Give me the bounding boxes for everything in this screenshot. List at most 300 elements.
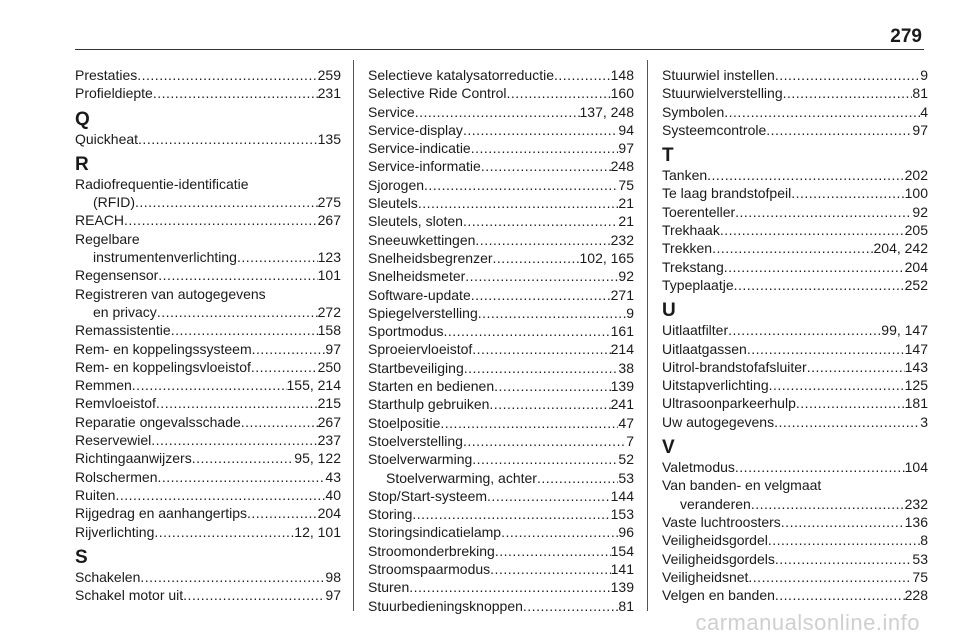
dot-leader [463,121,618,139]
entry-page-numbers: 40 [325,486,341,503]
entry-term: Stuurwielverstelling [662,85,783,102]
entry-page-numbers: 204 [904,258,928,275]
dot-leader [783,84,913,102]
index-entry[interactable] [75,340,341,358]
dot-leader [132,376,287,394]
dot-leader [424,176,618,194]
dot-leader [735,203,912,221]
dot-leader [251,358,318,376]
entry-page-numbers: 47 [618,414,634,431]
entry-term: Veiligheidsnet [662,568,749,585]
index-entry[interactable] [662,321,928,339]
entry-term: Starthulp gebruiken [368,396,490,413]
index-entry[interactable] [75,358,341,376]
entry-page-numbers: 92 [912,203,928,220]
index-entry[interactable] [368,340,634,358]
dot-leader [766,121,912,139]
entry-page-numbers: 75 [912,568,928,585]
entry-term: Prestaties [75,67,138,83]
index-entry[interactable] [368,414,634,432]
entry-page-numbers: 153 [610,506,634,523]
entry-page-numbers: 139 [610,378,634,395]
dot-leader [157,303,318,321]
index-entry[interactable] [75,321,341,339]
entry-page-numbers: 137, 248 [579,103,634,120]
entry-term: Sneeuwkettingen [368,231,476,248]
entry-term: Veiligheidsgordel [662,532,768,549]
index-entry[interactable] [368,578,634,596]
index-entry[interactable] [368,194,634,212]
dot-leader [241,413,318,431]
entry-term: Reservewiel [75,432,152,449]
index-entry[interactable] [368,286,634,304]
dot-leader [158,266,317,284]
index-column-3 [662,66,928,604]
entry-term: Stoelverwarming, achter [386,469,537,486]
index-entry[interactable] [662,513,928,531]
entry-term: Sleutels, sloten [368,213,463,230]
section-letter: R [75,153,89,175]
index-entry[interactable] [368,377,634,395]
dot-leader [440,414,618,432]
entry-term: Reparatie ongevalsschade [75,413,241,430]
entry-term: Snelheidsbegrenzer [368,249,493,266]
entry-term: Rem- en koppelingsvloeistof [75,358,251,375]
dot-leader [135,193,318,211]
entry-term: Remassistentie [75,322,171,339]
entry-page-numbers: 161 [610,323,634,340]
index-entry[interactable] [75,504,341,522]
dot-leader [481,157,611,175]
index-entry[interactable] [75,449,341,467]
dot-leader [183,586,325,604]
entry-term: REACH [75,212,125,229]
dot-leader [138,130,318,148]
entry-term: veranderen [680,495,751,512]
entry-page-numbers: 125 [904,377,928,394]
index-entry[interactable] [75,248,341,266]
entry-term: Typeplaatje [662,276,734,293]
index-entry[interactable] [662,358,928,376]
entry-page-numbers: 259 [317,67,341,83]
index-entry[interactable] [662,568,928,586]
index-entry[interactable] [662,276,928,294]
entry-page-numbers: 143 [904,358,928,375]
index-entry-heading [662,476,928,494]
entry-term: Software-update [368,286,471,303]
entry-term: instrumentenverlichting [93,249,237,266]
entry-term: Profieldiepte [75,85,153,102]
dot-leader [489,395,610,413]
index-entry[interactable] [662,531,928,549]
index-entry[interactable] [368,139,634,157]
entry-term: Sleutels [368,195,418,212]
dot-leader [537,469,618,487]
index-entry[interactable] [662,458,928,476]
dot-leader [471,286,611,304]
index-entry[interactable] [368,84,634,102]
entry-page-numbers: 52 [618,451,634,468]
dot-leader [472,450,618,468]
entry-page-numbers: 147 [904,340,928,357]
entry-term: Service [368,103,415,120]
index-entry[interactable] [662,550,928,568]
dot-leader [501,523,618,541]
entry-term: Rolschermen [75,468,158,485]
entry-term: Trekstang [662,258,724,275]
index-entry[interactable] [75,303,341,321]
index-entry[interactable] [368,66,634,84]
entry-page-numbers: 97 [325,340,341,357]
entry-page-numbers: 104 [904,459,928,476]
dot-leader [124,211,318,229]
index-entry[interactable] [662,239,928,257]
entry-term: Schakel motor uit [75,587,184,604]
dot-leader [153,84,318,102]
dot-leader [247,504,318,522]
entry-term: Regelbare [75,230,140,247]
dot-leader [747,340,905,358]
index-entry[interactable] [368,395,634,413]
entry-page-numbers: 12, 101 [294,523,341,540]
entry-term: Remvloeistof [75,395,156,412]
index-entry[interactable] [662,184,928,202]
index-entry[interactable] [662,376,928,394]
entry-term: Trekken [662,240,713,257]
entry-page-numbers: 267 [317,413,341,430]
entry-term: Schakelen [75,568,141,585]
dot-leader [472,340,610,358]
dot-leader [154,523,294,541]
index-entry[interactable] [368,249,634,267]
index-entry[interactable] [368,267,634,285]
entry-page-numbers: 7 [626,432,634,449]
entry-term: Uitstapverlichting [662,377,769,394]
index-entry[interactable] [662,495,928,513]
entry-term: Uw autogegevens [662,413,775,430]
index-entry[interactable] [368,487,634,505]
entry-term: en privacy [93,303,157,320]
entry-page-numbers: 53 [912,550,928,567]
dot-leader [781,513,905,531]
index-entry[interactable] [75,413,341,431]
entry-page-numbers: 4 [920,103,928,120]
dot-leader [409,578,610,596]
index-entry[interactable] [368,523,634,541]
index-entry[interactable] [368,103,634,121]
index-entry[interactable] [662,66,928,84]
index-entry[interactable] [662,203,928,221]
entry-term: Sjorogen [368,176,425,193]
dot-leader [140,568,325,586]
entry-term: Stoelpositie [368,414,441,431]
entry-page-numbers: 135 [317,130,341,147]
dot-leader [115,486,325,504]
dot-leader [720,221,905,239]
entry-page-numbers: 155, 214 [286,377,341,394]
index-entry[interactable] [75,586,341,604]
entry-term: Ultrasoonparkeerhulp [662,395,796,412]
entry-page-numbers: 275 [317,194,341,211]
entry-page-numbers: 81 [912,85,928,102]
index-entry[interactable] [662,221,928,239]
entry-term: Sturen [368,579,410,596]
entry-term: Ruiten [75,486,116,503]
entry-term: Veiligheidsgordels [662,550,775,567]
entry-page-numbers: 9 [920,67,928,83]
dot-leader [748,568,912,586]
dot-leader [478,304,626,322]
index-entry[interactable] [368,231,634,249]
entry-term: Te laag brandstofpeil [662,185,792,202]
entry-page-numbers: 95, 122 [294,450,341,467]
dot-leader [418,194,619,212]
entry-term: Rem- en koppelingssysteem [75,340,252,357]
entry-term: Valetmodus [662,459,735,476]
index-entry[interactable] [75,486,341,504]
entry-page-numbers: 267 [317,212,341,229]
entry-page-numbers: 9 [626,304,634,321]
index-entry[interactable] [662,166,928,184]
index-entry[interactable] [75,431,341,449]
entry-page-numbers: 204 [317,505,341,522]
index-entry[interactable] [368,121,634,139]
dot-leader [156,394,318,412]
entry-term: Uitlaatgassen [662,340,747,357]
index-entry[interactable] [75,523,341,541]
entry-term: Stoelverwarming [368,451,473,468]
entry-page-numbers: 202 [904,167,928,184]
entry-term: Velgen en banden [662,587,775,604]
header-rule [75,49,924,50]
entry-term: Spiegelverstelling [368,304,478,321]
dot-leader [415,103,580,121]
index-entry[interactable] [662,258,928,276]
entry-term: Stuurbedieningsknoppen [368,597,523,614]
entry-term: Storingsindicatielamp [368,524,502,541]
index-entry[interactable] [368,597,634,615]
entry-page-numbers: 53 [618,469,634,486]
entry-term: Stoelverstelling [368,432,463,449]
dot-leader [465,267,618,285]
index-entry[interactable] [75,84,341,102]
index-column-2 [368,66,634,615]
dot-leader [463,212,618,230]
entry-page-numbers: 38 [618,359,634,376]
index-entry[interactable] [368,432,634,450]
dot-leader [157,468,325,486]
dot-leader [796,394,905,412]
column-divider [647,60,648,611]
index-entry[interactable] [368,322,634,340]
index-entry[interactable] [662,413,928,431]
entry-page-numbers: 102, 165 [579,249,634,266]
entry-term: Systeemcontrole [662,121,767,138]
dot-leader [734,276,905,294]
entry-page-numbers: 43 [325,468,341,485]
index-entry[interactable] [75,193,341,211]
entry-page-numbers: 136 [904,513,928,530]
dot-leader [507,84,611,102]
index-entry[interactable] [368,157,634,175]
dot-leader [252,340,326,358]
entry-term: Service-display [368,121,463,138]
index-entry[interactable] [368,359,634,377]
entry-page-numbers: 154 [610,542,634,559]
dot-leader [807,358,905,376]
entry-page-numbers: 148 [610,67,634,83]
dot-leader [443,322,610,340]
index-entry[interactable] [662,394,928,412]
entry-page-numbers: 21 [618,195,634,212]
index-entry[interactable] [368,560,634,578]
index-entry-heading [75,175,341,193]
entry-term: Rijgedrag en aanhangertips [75,505,248,522]
index-entry[interactable] [662,586,928,604]
dot-leader [775,586,905,604]
entry-page-numbers: 139 [610,579,634,596]
entry-page-numbers: 92 [618,268,634,285]
index-entry[interactable] [662,340,928,358]
index-entry[interactable] [368,469,634,487]
dot-leader [775,550,913,568]
index-entry-heading [75,230,341,248]
section-letter: V [662,437,675,459]
entry-page-numbers: 250 [317,358,341,375]
dot-leader [707,166,904,184]
entry-page-numbers: 97 [912,121,928,138]
section-letter: S [75,546,88,568]
entry-term: Toerenteller [662,203,736,220]
dot-leader [774,413,920,431]
entry-page-numbers: 272 [317,303,341,320]
index-entry[interactable] [75,376,341,394]
dot-leader [171,321,318,339]
dot-leader [768,531,920,549]
index-column-1 [75,66,341,604]
entry-page-numbers: 237 [317,432,341,449]
entry-term: Stroomspaarmodus [368,561,491,578]
entry-page-numbers: 141 [610,561,634,578]
entry-page-numbers: 101 [317,267,341,284]
entry-page-numbers: 271 [610,286,634,303]
dot-leader [237,248,318,266]
entry-page-numbers: 99, 147 [881,322,928,339]
index-entry[interactable] [75,66,341,84]
index-entry[interactable] [75,266,341,284]
index-entry[interactable] [75,211,341,229]
index-entry[interactable] [75,568,341,586]
dot-leader [712,239,873,257]
dot-leader [487,487,611,505]
index-entry[interactable] [368,450,634,468]
dot-leader [151,431,317,449]
section-letter: T [662,145,674,167]
dot-leader [493,249,580,267]
entry-term: Trekhaak [662,222,720,239]
index-entry[interactable] [368,304,634,322]
entry-term: Sportmodus [368,323,444,340]
watermark: carmanualsonline.info [695,610,920,635]
dot-leader [724,103,920,121]
index-entry[interactable] [368,505,634,523]
dot-leader [751,495,905,513]
entry-term: Regensensor [75,267,159,284]
dot-leader [554,66,611,84]
index-entry[interactable] [75,468,341,486]
entry-page-numbers: 3 [920,413,928,430]
index-entry[interactable] [75,394,341,412]
entry-page-numbers: 181 [904,395,928,412]
entry-page-numbers: 96 [618,524,634,541]
dot-leader [490,560,610,578]
dot-leader [463,432,626,450]
entry-page-numbers: 8 [920,532,928,549]
entry-page-numbers: 204, 242 [873,240,928,257]
entry-term: Starten en bedienen [368,378,495,395]
entry-term: Radiofrequentie-identificatie [75,175,249,192]
index-entry[interactable] [368,176,634,194]
dot-leader [192,449,295,467]
entry-page-numbers: 94 [618,121,634,138]
index-entry-heading [75,285,341,303]
dot-leader [728,321,881,339]
section-letter: U [662,300,676,322]
entry-term: (RFID) [93,194,135,211]
entry-page-numbers: 158 [317,322,341,339]
dot-leader [495,542,611,560]
entry-page-numbers: 252 [904,276,928,293]
section-letter: Q [75,108,90,130]
entry-term: Uitlaatfilter [662,322,729,339]
entry-term: Startbeveiliging [368,359,464,376]
entry-page-numbers: 123 [317,249,341,266]
dot-leader [412,505,610,523]
dot-leader [735,458,905,476]
index-entry[interactable] [368,212,634,230]
entry-term: Tanken [662,167,708,184]
entry-page-numbers: 100 [904,185,928,202]
index-entry[interactable] [75,130,341,148]
index-entry[interactable] [662,84,928,102]
entry-term: Van banden- en velgmaat [662,477,822,494]
index-entry[interactable] [662,103,928,121]
entry-term: Storing [368,506,413,523]
entry-term: Selective Ride Control [368,85,507,102]
entry-term: Snelheidsmeter [368,268,466,285]
dot-leader [137,66,317,84]
entry-page-numbers: 205 [904,222,928,239]
dot-leader [724,258,905,276]
entry-term: Stroomonderbreking [368,542,495,559]
entry-term: Service-informatie [368,158,481,175]
index-entry[interactable] [368,542,634,560]
entry-page-numbers: 232 [904,495,928,512]
entry-page-numbers: 231 [317,85,341,102]
dot-leader [494,377,611,395]
entry-page-numbers: 21 [618,213,634,230]
entry-term: Stop/Start-systeem [368,487,488,504]
entry-page-numbers: 97 [325,587,341,604]
entry-term: Uitrol-brandstofafsluiter [662,358,807,375]
dot-leader [523,597,619,615]
entry-page-numbers: 144 [610,487,634,504]
entry-term: Richtingaanwijzers [75,450,192,467]
entry-page-numbers: 232 [610,231,634,248]
index-entry[interactable] [662,121,928,139]
entry-term: Registreren van autogegevens [75,285,266,302]
entry-page-numbers: 75 [618,176,634,193]
